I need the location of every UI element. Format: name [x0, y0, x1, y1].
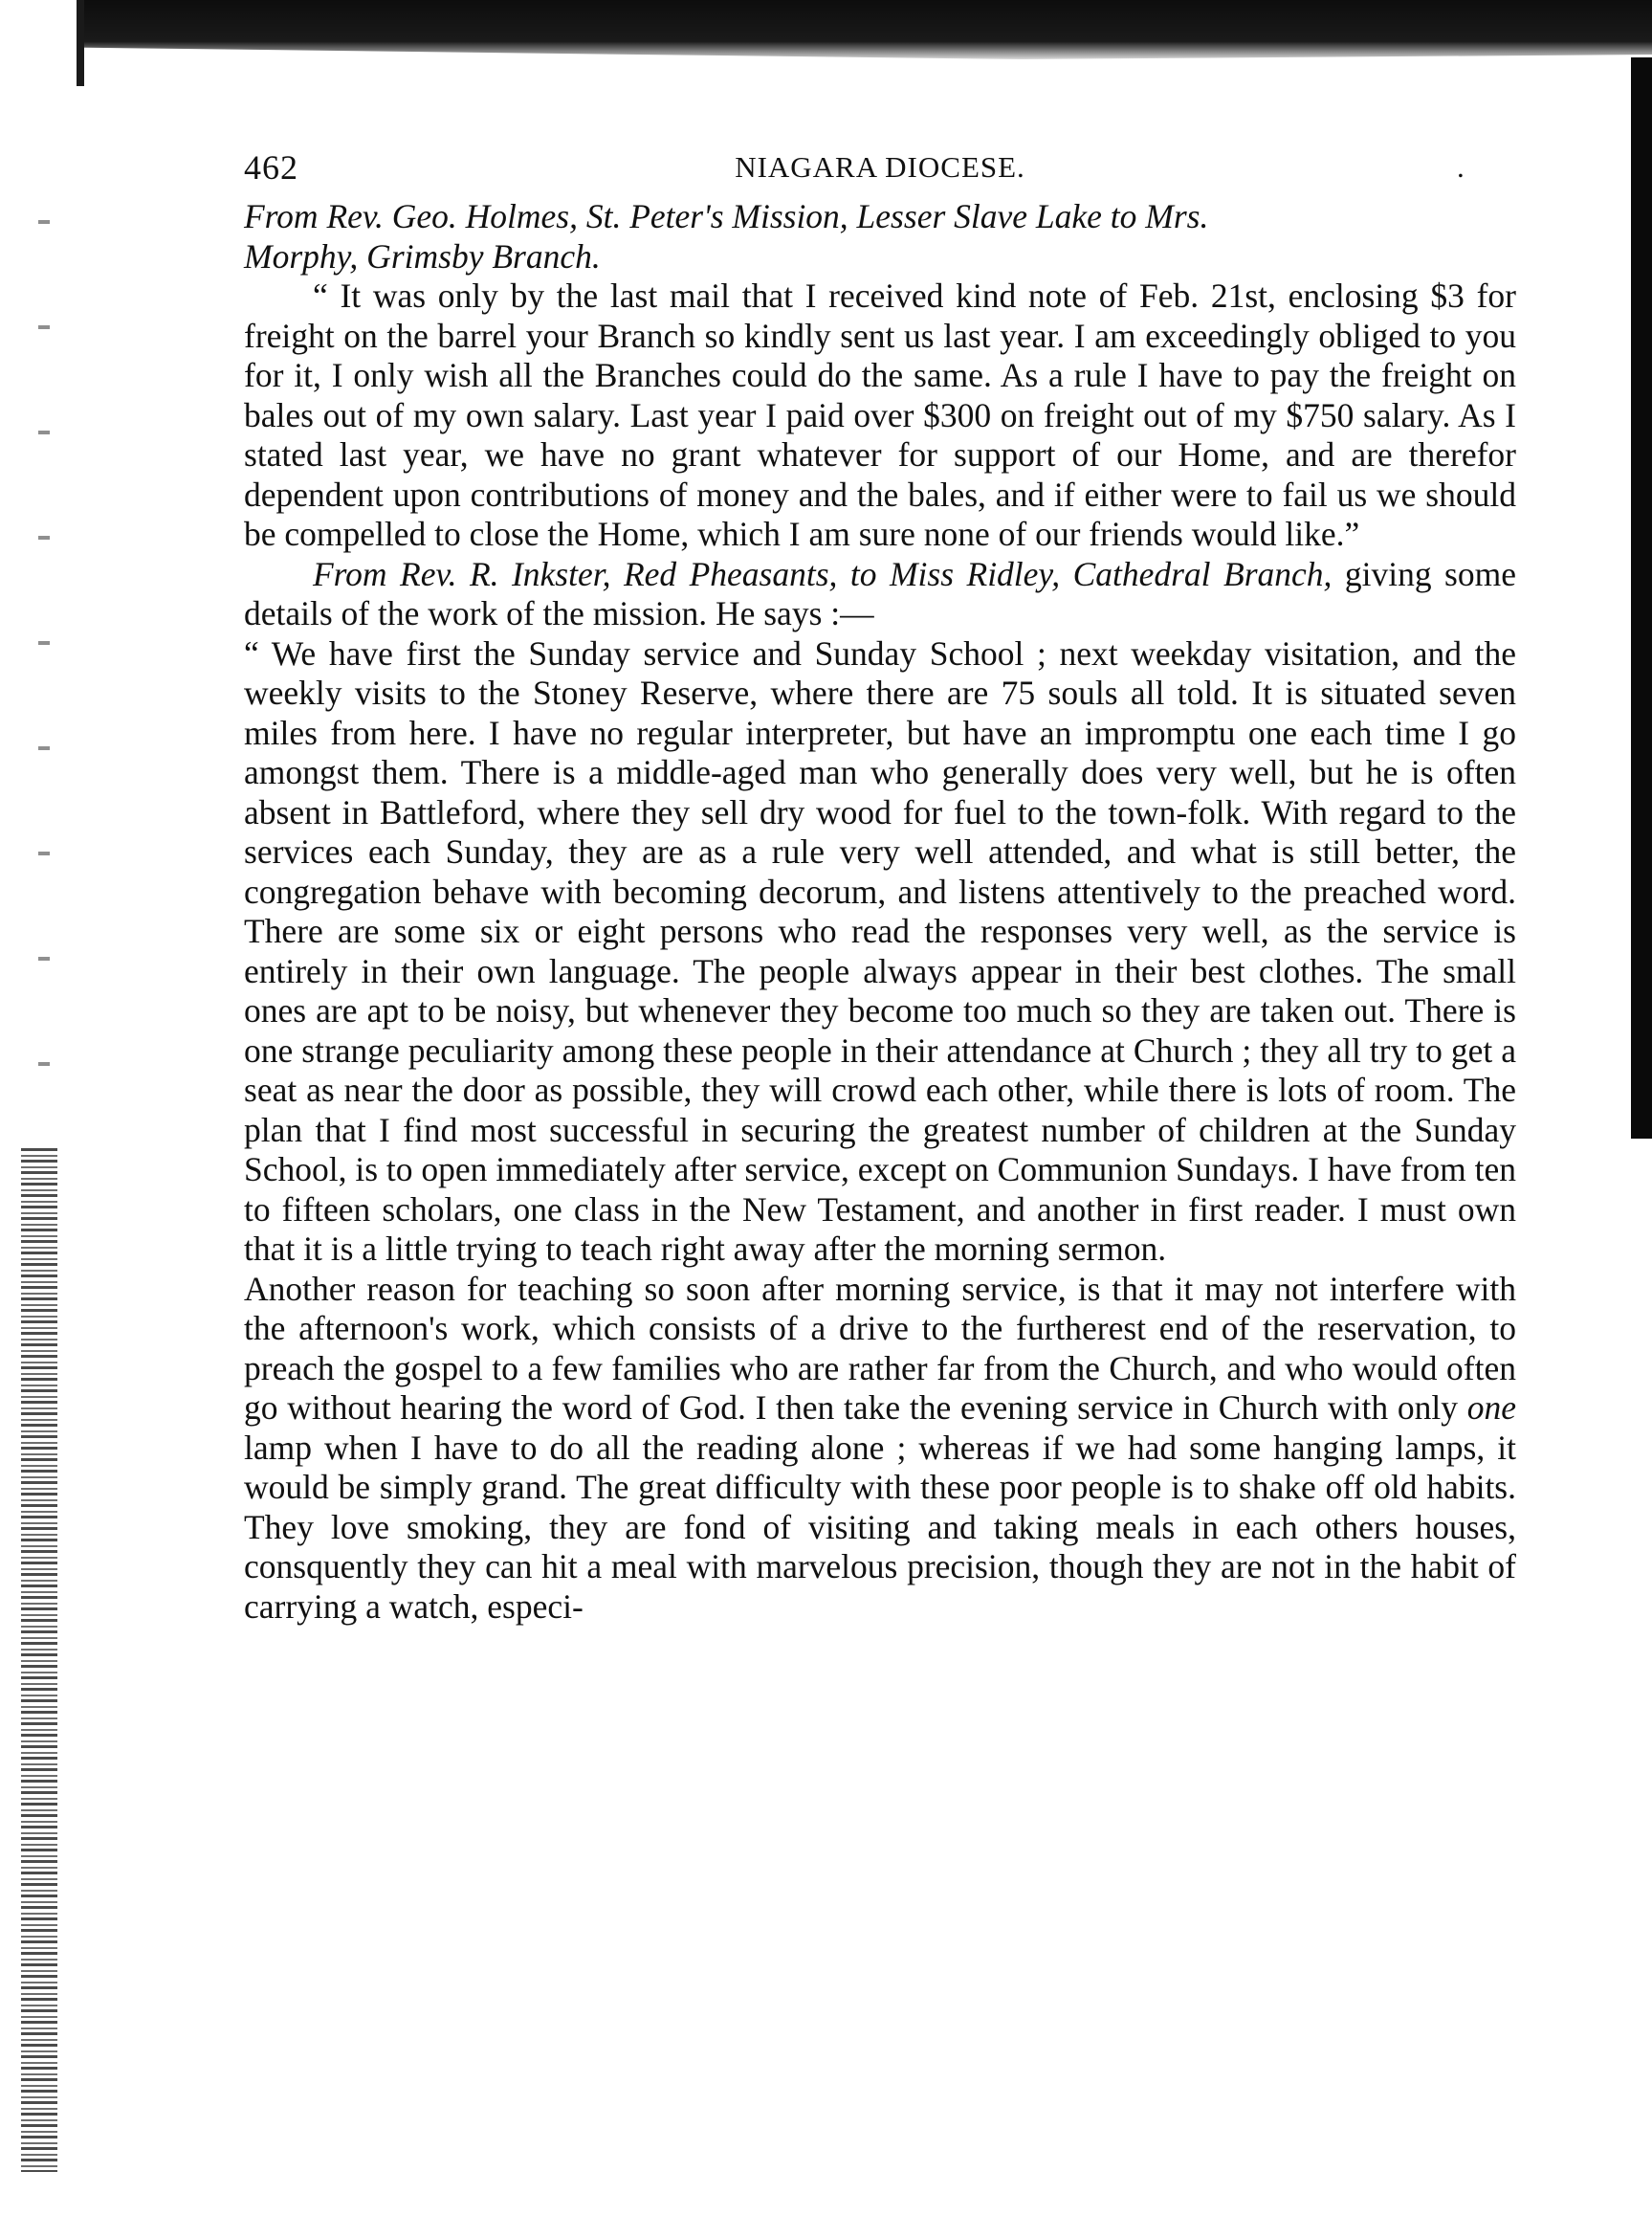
running-head	[244, 144, 1516, 191]
page-number: 462	[244, 148, 298, 187]
letter-body-holmes: “ It was only by the last mail that I received kind note of Feb. 21st, enclosing $3 for freight on the barrel your Branch so kindly sent us last year. I am exceedingly obliged to you for it, I only wish all the Branches could do the same. As a rule I have to pay the freight on bales out of my own salary. Last year I paid over $300 on freight out of my $750 salary. As I stated last year, we have no grant whatever for support of our Home, and are therefor dependent upon contributions of money and the bales, and if either were to fail us we should be compelled to close the Home, which I am sure none of our friends would like.”	[244, 277, 1516, 553]
scan-margin-specks	[38, 163, 50, 1139]
letter-body-inkster-part1: “ We have first the Sunday service and Sunday School ; next weekday visitation, and the weekly visits to the Stoney Reserve, where there are 75 souls all told. It is situated seven miles from here. I have no regular interpreter, but have an impromptu one each time I go amongst them. There is a middle-aged man who generally does very well, but he is often absent in Battleford, where they sell dry wood for fuel to the town-folk. With regard to the services each Sunday, they are as a rule very well attended, and what is still better, the congregation behave with becoming decorum, and listens attentively to the preached word. There are some six or eight persons who read the responses very well, as the service is entirely in their own language. The people always appear in their best clothes. The small ones are apt to be noisy, but whenever they become too much so they are taken out. There is one strange peculiarity among these people in their attendance at Church ; they all try to get a seat as near the door as possible, they will crowd each other, while there is lots of room. The plan that I find most successful in securing the greatest number of children at the Sunday School, is to open immediately after service, except on Communion Sundays. I have from ten to fifteen scholars, one class in the New Testament, and another in first reader. I must own that it is a little trying to teach right away after the morning sermon.	[244, 633, 1516, 1268]
letter-heading-line2: Morphy, Grimsby Branch.	[244, 236, 601, 276]
letter-body-inkster-part2	[244, 1270, 1516, 1628]
letter-body-part2-text-b: lamp when I have to do all the reading alone ; whereas if we had some hanging lamps, it would be simply grand. The great difficulty with these poor people is to shake off old habits. They love smoking, they are fond of visiting and taking meals in each others houses, consquently they can hit a meal with marvelous precision, though they are not in the habit of carrying a watch, especi-	[244, 1428, 1516, 1626]
letter-heading-inkster: From Rev. R. Inkster, Red Pheasants, to Miss Ridley, Cathedral Branch,	[313, 554, 1333, 593]
page-body	[244, 197, 1516, 1627]
scan-border-left-edge	[77, 0, 84, 86]
header-title: NIAGARA DIOCESE.	[735, 150, 1025, 184]
letter-heading-line1: From Rev. Geo. Holmes, St. Peter's Mission, Lesser Slave Lake to Mrs.	[244, 197, 1209, 235]
scan-border-top	[77, 0, 1652, 59]
scan-binding-gutter	[21, 1148, 57, 2172]
letter-intro-inkster	[244, 555, 1516, 634]
letter-body-part2-text-a: Another reason for teaching so soon after morning service, is that it may not interfere with the afternoon's work, which consists of a drive to the furtherest end of the reservation, to preach the gospel to a few families who are rather far from the Church, and who would often go without hearing the word of God. I then take the evening service in Church with only	[244, 1269, 1516, 1427]
letter-body-emphasis: one	[1466, 1388, 1516, 1427]
header-mark: .	[1457, 150, 1465, 184]
letter-heading-holmes	[244, 197, 1516, 277]
scan-border-right	[1631, 57, 1652, 1139]
letter-intro-text: giving some details of the work of the mission. He says :—	[244, 554, 1516, 632]
book-page	[244, 144, 1516, 1627]
